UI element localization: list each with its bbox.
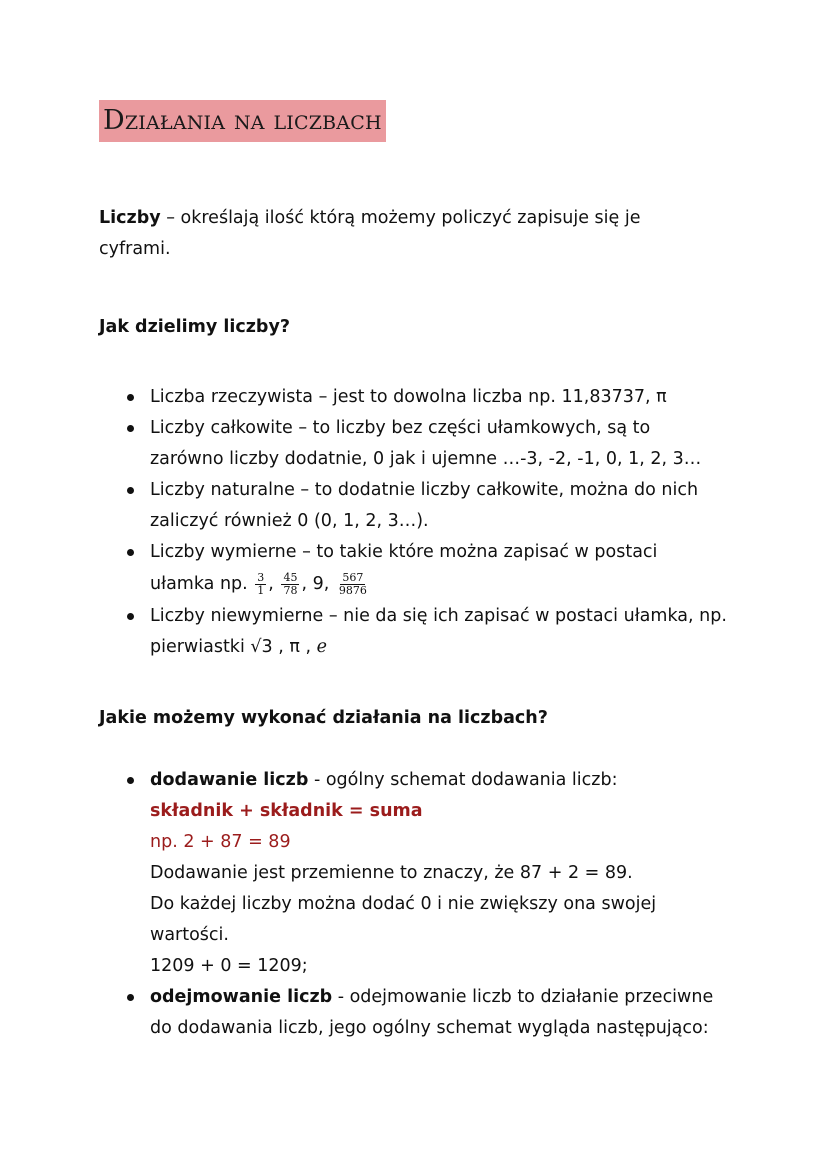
- fraction: $\frac{45}{78}$: [283, 570, 298, 597]
- addition-example: np. 2 + 87 = 89: [150, 832, 291, 852]
- intro-text-line1: – określają ilość którą możemy policzyć zapisuje się je: [160, 208, 641, 228]
- list-item-subtraction: odejmowanie liczb - odejmowanie liczb to działanie przeciwne do dodawania liczb, jego ogólny schemat wygląda następująco:: [150, 982, 750, 1044]
- list-item: Liczby wymierne – to takie które można zapisać w postaci ułamka np. $\frac{3}{1}$ , $\frac{45}{78}$ , 9, $\frac{567}{9876}$: [150, 537, 750, 601]
- intro-text-line2: cyframi.: [99, 239, 171, 259]
- page-title: Działania na liczbach: [99, 100, 386, 142]
- section-heading-operations: Jakie możemy wykonać działania na liczbach?: [99, 708, 548, 728]
- list-item: Liczby naturalne – to dodatnie liczby całkowite, można do nich zaliczyć również 0 (0, 1, 2, 3…).: [150, 475, 750, 537]
- fraction: $\frac{567}{9876}$: [338, 570, 367, 597]
- number-types-list: [150, 382, 750, 663]
- section-heading-number-types: Jak dzielimy liczby?: [99, 317, 291, 337]
- euler-number: e: [316, 637, 327, 657]
- list-item: Liczba rzeczywista – jest to dowolna liczba np. 11,83737, π: [150, 382, 750, 413]
- subtraction-term: odejmowanie liczb: [150, 987, 333, 1007]
- list-item: Liczby całkowite – to liczby bez części ułamkowych, są to zarówno liczby dodatnie, 0 jak i ujemne …-3, -2, -1, 0, 1, 2, 3…: [150, 413, 750, 475]
- addition-term: dodawanie liczb: [150, 770, 309, 790]
- list-item-addition: dodawanie liczb - ogólny schemat dodawania liczb: składnik + składnik = suma np. 2 + 87 = 89 Dodawanie jest przemienne to znaczy, że 87 + 2 = 89. Do każdej liczby można dodać 0 i nie zwiększy ona swojej wartości. 1209 + 0 = 1209;: [150, 765, 750, 982]
- addition-schema: składnik + składnik = suma: [150, 801, 423, 821]
- fraction: $\frac{3}{1}$: [257, 570, 265, 597]
- operations-list: [150, 765, 750, 1044]
- list-item: Liczby niewymierne – nie da się ich zapisać w postaci ułamka, np. pierwiastki √3 , π , e: [150, 601, 750, 663]
- intro-term: Liczby: [99, 208, 161, 228]
- intro-paragraph: [99, 203, 719, 265]
